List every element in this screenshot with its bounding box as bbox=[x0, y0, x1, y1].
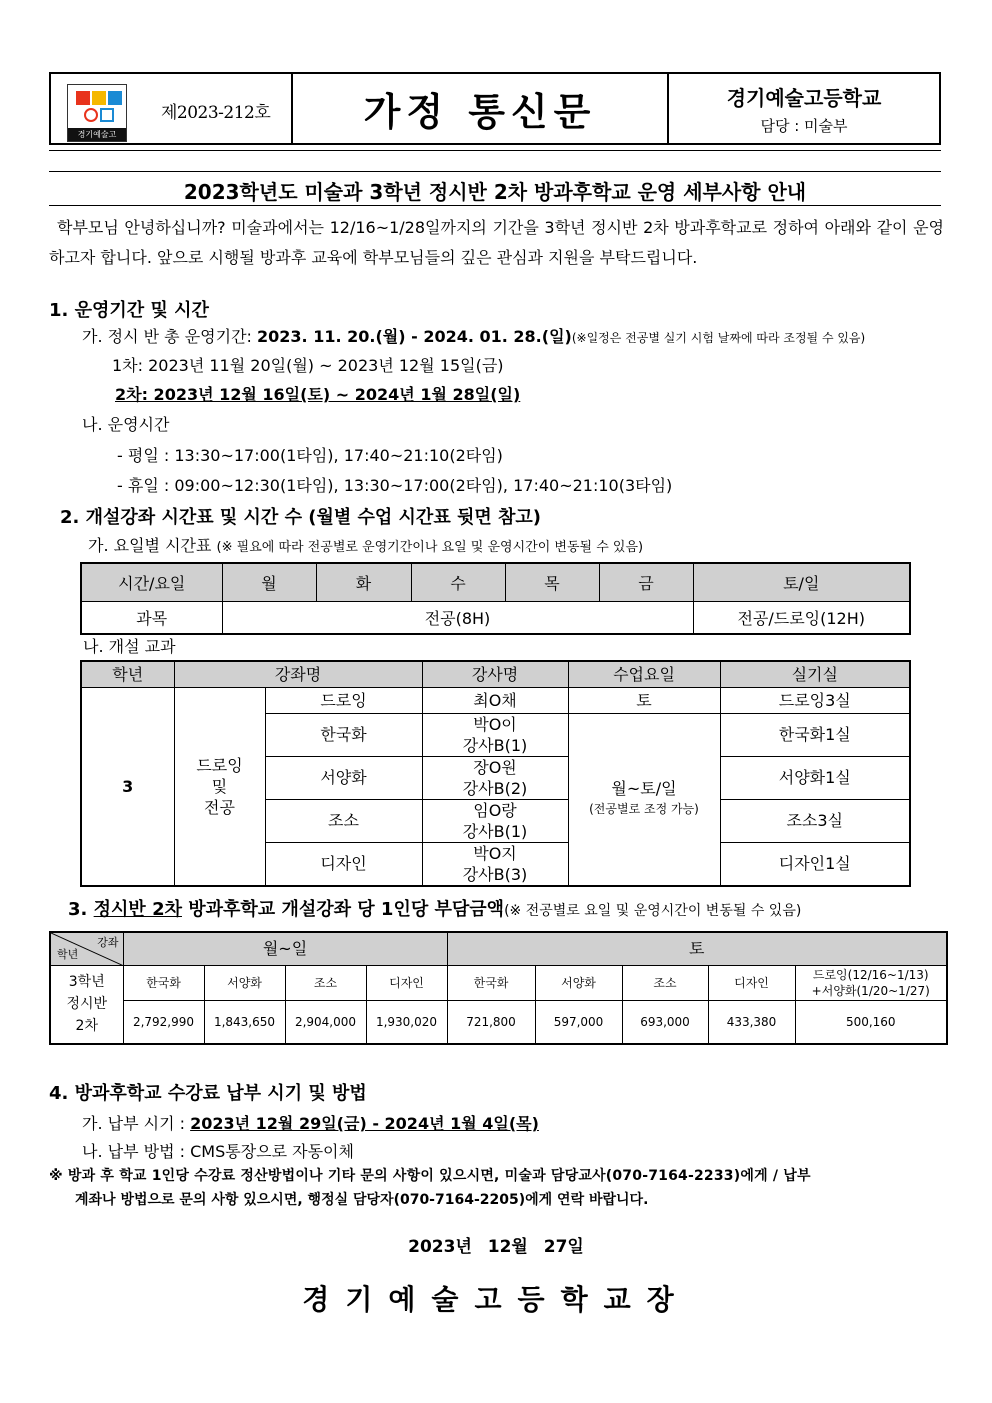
intro-paragraph: 학부모님 안녕하십니까? 미술과에서는 12/16~1/28일까지의 기간을 3학년 정시반 2차 방과후학교로 정하여 아래와 같이 운영하고자 합니다. 앞으로 시행될 방과후 교육에 학부모님들의 깊은 관심과 지원을 부탁드립니다. bbox=[49, 218, 944, 267]
row-label-line: 정시반 bbox=[66, 996, 108, 1013]
table-header: 학년 bbox=[81, 661, 174, 687]
school-logo bbox=[67, 84, 127, 142]
courses-table bbox=[80, 660, 911, 887]
section-4-heading: 4. 방과후학교 수강료 납부 시기 및 방법 bbox=[49, 1083, 367, 1104]
issue-date: 2023년 12월 27일 bbox=[408, 1237, 584, 1257]
subject-header: 한국화 bbox=[123, 965, 204, 1000]
table-cell: 과목 bbox=[81, 602, 222, 635]
table-cell: 전공/드로잉(12H) bbox=[693, 602, 910, 635]
group-header: 월~일 bbox=[123, 932, 447, 965]
studio-room: 조소3실 bbox=[720, 799, 910, 842]
course-name: 한국화 bbox=[265, 713, 422, 756]
table-header: 금 bbox=[599, 563, 693, 602]
header-title-cell bbox=[293, 74, 669, 143]
first-period: 1차: 2023년 11월 20일(월) ~ 2023년 12월 15일(금) bbox=[112, 356, 504, 375]
teacher-sub: 강사B(2) bbox=[462, 778, 528, 798]
second-period: 2차: 2023년 12월 16일(토) ~ 2024년 1월 28일(일) bbox=[115, 385, 521, 404]
page-title: 2023학년도 미술과 3학년 정시반 2차 방과후학교 운영 세부사항 안내 bbox=[183, 180, 807, 204]
schedule-label: 가. 요일별 시간표 bbox=[88, 536, 212, 555]
subject-header-cell bbox=[795, 965, 947, 1000]
row-label-cell bbox=[50, 965, 123, 1044]
table-header-row bbox=[50, 932, 947, 965]
department: 담당 : 미술부 bbox=[760, 116, 848, 135]
header-left-cell bbox=[51, 74, 293, 143]
teacher-cell bbox=[422, 756, 568, 799]
fee-amount: 693,000 bbox=[622, 1000, 708, 1044]
teacher-name: 박O이 bbox=[473, 714, 517, 734]
notice-line-1: ※ 방과 후 학교 1인당 수강료 정산방법이나 기타 문의 사항이 있으시면, 미술과 담당교사(070-7164-2233)에게 / 납부 bbox=[49, 1168, 811, 1184]
table-row bbox=[81, 602, 910, 635]
notice-line-2: 계좌나 방법으로 문의 사항 있으시면, 행정실 담당자(070-7164-2205)에게 연락 바랍니다. bbox=[75, 1192, 649, 1208]
table-row bbox=[81, 687, 910, 713]
subject-line: +서양화(1/20~1/27) bbox=[811, 983, 930, 998]
fee-amount: 500,160 bbox=[795, 1000, 947, 1044]
table-row bbox=[50, 1000, 947, 1044]
fee-amount: 1,843,650 bbox=[204, 1000, 285, 1044]
payment-period-line bbox=[82, 1111, 539, 1134]
class-day-cell bbox=[568, 713, 720, 886]
period-note: (※일정은 전공별 실기 시험 날짜에 따라 조정될 수 있음) bbox=[571, 331, 866, 345]
teacher-name: 최O채 bbox=[422, 687, 568, 713]
teacher-name: 임O랑 bbox=[473, 800, 517, 820]
corner-bottom: 학년 bbox=[57, 947, 79, 961]
course-group-cell bbox=[174, 687, 265, 886]
table-header: 수 bbox=[411, 563, 505, 602]
period-label: 가. 정시 반 총 운영기간: bbox=[82, 327, 258, 346]
table-header: 실기실 bbox=[720, 661, 910, 687]
fee-amount: 2,904,000 bbox=[285, 1000, 366, 1044]
document-header bbox=[49, 72, 941, 145]
course-name: 조소 bbox=[265, 799, 422, 842]
fee-amount: 433,380 bbox=[708, 1000, 795, 1044]
logo-label: 경기예술고 bbox=[68, 128, 126, 141]
group-header: 토 bbox=[447, 932, 947, 965]
studio-room: 한국화1실 bbox=[720, 713, 910, 756]
weekday-hours: - 평일 : 13:30~17:00(1타임), 17:40~21:10(2타임) bbox=[117, 446, 503, 465]
period-value: 2023. 11. 20.(월) - 2024. 01. 28.(일) bbox=[257, 327, 572, 346]
fee-amount: 721,800 bbox=[447, 1000, 535, 1044]
class-day-note: (전공별로 조정 가능) bbox=[589, 802, 699, 816]
studio-room: 디자인1실 bbox=[720, 842, 910, 886]
grade-cell: 3 bbox=[81, 687, 174, 886]
fee-amount: 2,792,990 bbox=[123, 1000, 204, 1044]
course-name: 드로잉 bbox=[265, 687, 422, 713]
teacher-name: 장O원 bbox=[473, 757, 517, 777]
teacher-name: 박O지 bbox=[473, 843, 517, 863]
teacher-cell bbox=[422, 713, 568, 756]
schedule-label-line bbox=[88, 533, 643, 556]
subject-header: 디자인 bbox=[708, 965, 795, 1000]
table-header: 시간/요일 bbox=[81, 563, 222, 602]
table-header-row bbox=[81, 661, 910, 687]
table-header: 토/일 bbox=[693, 563, 910, 602]
row-label-line: 2차 bbox=[75, 1018, 98, 1035]
subject-header: 서양화 bbox=[204, 965, 285, 1000]
row-label-line: 3학년 bbox=[68, 974, 105, 991]
divider bbox=[49, 171, 941, 172]
table-row bbox=[50, 965, 947, 1000]
schedule-note: (※ 필요에 따라 전공별로 운영기간이나 요일 및 운영시간이 변동될 수 있음) bbox=[216, 540, 644, 555]
section-3-title: 방과후학교 개설강좌 당 1인당 부담금액 bbox=[181, 899, 505, 920]
weekly-schedule-table bbox=[80, 562, 911, 635]
section-3-number: 3. bbox=[68, 899, 94, 920]
header-right-cell bbox=[669, 74, 939, 143]
teacher-sub: 강사B(1) bbox=[462, 735, 528, 755]
hours-label: 나. 운영시간 bbox=[82, 415, 170, 434]
group-line: 전공 bbox=[204, 797, 235, 817]
table-header: 월 bbox=[222, 563, 316, 602]
fee-amount: 597,000 bbox=[535, 1000, 622, 1044]
payment-period-label: 가. 납부 시기 : bbox=[82, 1114, 191, 1133]
table-header: 강좌명 bbox=[174, 661, 422, 687]
table-header: 화 bbox=[316, 563, 411, 602]
studio-room: 서양화1실 bbox=[720, 756, 910, 799]
subject-header: 서양화 bbox=[535, 965, 622, 1000]
group-line: 및 bbox=[211, 776, 228, 796]
table-header: 수업요일 bbox=[568, 661, 720, 687]
period-line bbox=[82, 324, 865, 347]
subject-header: 디자인 bbox=[366, 965, 447, 1000]
subject-line: 드로잉(12/16~1/13) bbox=[812, 967, 929, 982]
group-line: 드로잉 bbox=[196, 755, 243, 775]
subject-header: 조소 bbox=[622, 965, 708, 1000]
studio-room: 드로잉3실 bbox=[720, 687, 910, 713]
class-day: 토 bbox=[568, 687, 720, 713]
section-3-underlined: 정시반 2차 bbox=[93, 899, 182, 920]
document-title: 가정 통신문 bbox=[363, 89, 597, 134]
courses-label: 나. 개설 교과 bbox=[83, 637, 176, 656]
teacher-cell bbox=[422, 799, 568, 842]
fee-amount: 1,930,020 bbox=[366, 1000, 447, 1044]
table-header: 목 bbox=[505, 563, 599, 602]
course-name: 서양화 bbox=[265, 756, 422, 799]
corner-top: 강좌 bbox=[97, 936, 119, 949]
teacher-cell bbox=[422, 842, 568, 886]
class-day: 월~토/일 bbox=[611, 779, 677, 798]
teacher-sub: 강사B(1) bbox=[462, 821, 528, 841]
section-3-note: (※ 전공별로 요일 및 운영시간이 변동될 수 있음) bbox=[504, 903, 802, 919]
holiday-hours: - 휴일 : 09:00~12:30(1타임), 13:30~17:00(2타임), 17:40~21:10(3타임) bbox=[117, 476, 673, 495]
section-1-heading: 1. 운영기간 및 시간 bbox=[49, 300, 209, 321]
corner-cell bbox=[50, 932, 123, 965]
table-header-row bbox=[81, 563, 910, 602]
payment-method: 나. 납부 방법 : CMS통장으로 자동이체 bbox=[82, 1142, 354, 1161]
fee-table bbox=[49, 931, 948, 1045]
document-number: 제2023-212호 bbox=[161, 103, 271, 123]
section-3-heading bbox=[68, 895, 801, 921]
principal-signature: 경기예술고등학교장 bbox=[302, 1283, 690, 1316]
school-name: 경기예술고등학교 bbox=[726, 85, 882, 110]
subject-header: 조소 bbox=[285, 965, 366, 1000]
subject-header: 한국화 bbox=[447, 965, 535, 1000]
course-name: 디자인 bbox=[265, 842, 422, 886]
table-header: 강사명 bbox=[422, 661, 568, 687]
payment-period-value: 2023년 12월 29일(금) - 2024년 1월 4일(목) bbox=[190, 1114, 539, 1133]
divider bbox=[49, 150, 941, 151]
divider bbox=[49, 205, 941, 206]
teacher-sub: 강사B(3) bbox=[462, 864, 528, 884]
section-2-heading: 2. 개설강좌 시간표 및 시간 수 (월별 수업 시간표 뒷면 참고) bbox=[60, 507, 542, 528]
table-cell: 전공(8H) bbox=[222, 602, 693, 635]
